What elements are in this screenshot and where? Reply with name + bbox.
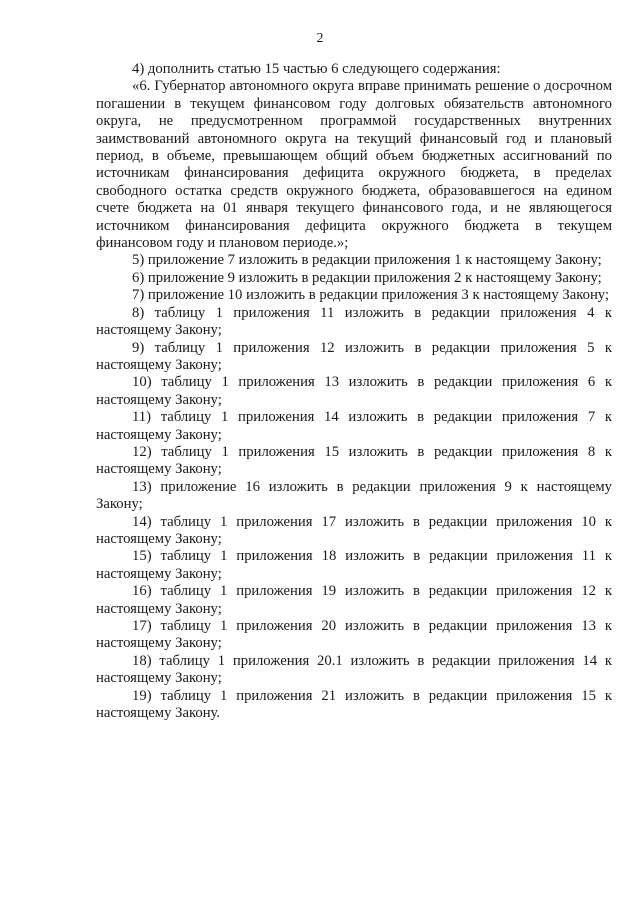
paragraph-item-10: 10) таблицу 1 приложения 13 изложить в редакции приложения 6 к настоящему Закону; bbox=[96, 374, 612, 408]
paragraph-item-15: 15) таблицу 1 приложения 18 изложить в редакции приложения 11 к настоящему Закону; bbox=[96, 548, 612, 582]
paragraph-item-18: 18) таблицу 1 приложения 20.1 изложить в редакции приложения 14 к настоящему Закону; bbox=[96, 652, 612, 687]
paragraph-item-13: 13) приложение 16 изложить в редакции приложения 9 к настоящему Закону; bbox=[96, 478, 612, 513]
paragraph-item-14: 14) таблицу 1 приложения 17 изложить в редакции приложения 10 к настоящему Закону; bbox=[96, 513, 612, 547]
paragraph-item-16: 16) таблицу 1 приложения 19 изложить в редакции приложения 12 к настоящему Закону; bbox=[96, 583, 612, 617]
paragraph-item-7: 7) приложение 10 изложить в редакции приложения 3 к настоящему Закону; bbox=[132, 287, 610, 304]
document-body bbox=[96, 61, 612, 722]
paragraph-item-9: 9) таблицу 1 приложения 12 изложить в редакции приложения 5 к настоящему Закону; bbox=[96, 339, 612, 373]
paragraph-item-11: 11) таблицу 1 приложения 14 изложить в редакции приложения 7 к настоящему Закону; bbox=[96, 409, 612, 443]
paragraph-item-19: 19) таблицу 1 приложения 21 изложить в редакции приложения 15 к настоящему Закону. bbox=[96, 687, 612, 722]
paragraph-item-5: 5) приложение 7 изложить в редакции приложения 1 к настоящему Закону; bbox=[132, 252, 602, 269]
paragraph-article-15-part-6: «6. Губернатор автономного округа вправе принимать решение о досрочном погашении в текущем финансовом году долговых обязательств автономного округа, не предусмотренном программой государственных внутренних заимствований автономного округа на текущий финансовый год и плановый период, в объеме, превышающем общий объем бюджетных ассигнований по источникам финансирования дефицита окружного бюджета, в пределах свободного остатка средств окружного бюджета, образовавшегося на едином счете бюджета на 01 января текущего финансового года, и не являющегося источником финансирования дефицита окружного бюджета в текущем финансовом году и плановом периоде.»; bbox=[96, 78, 612, 252]
paragraph-item-4: 4) дополнить статью 15 частью 6 следующего содержания: bbox=[132, 61, 501, 77]
paragraph-item-17: 17) таблицу 1 приложения 20 изложить в редакции приложения 13 к настоящему Закону; bbox=[96, 618, 612, 652]
paragraph-item-8: 8) таблицу 1 приложения 11 изложить в редакции приложения 4 к настоящему Закону; bbox=[96, 304, 612, 339]
page-number: 2 bbox=[316, 31, 324, 46]
paragraph-item-6: 6) приложение 9 изложить в редакции приложения 2 к настоящему Закону; bbox=[132, 269, 602, 286]
paragraph-item-12: 12) таблицу 1 приложения 15 изложить в редакции приложения 8 к настоящему Закону; bbox=[96, 443, 612, 478]
